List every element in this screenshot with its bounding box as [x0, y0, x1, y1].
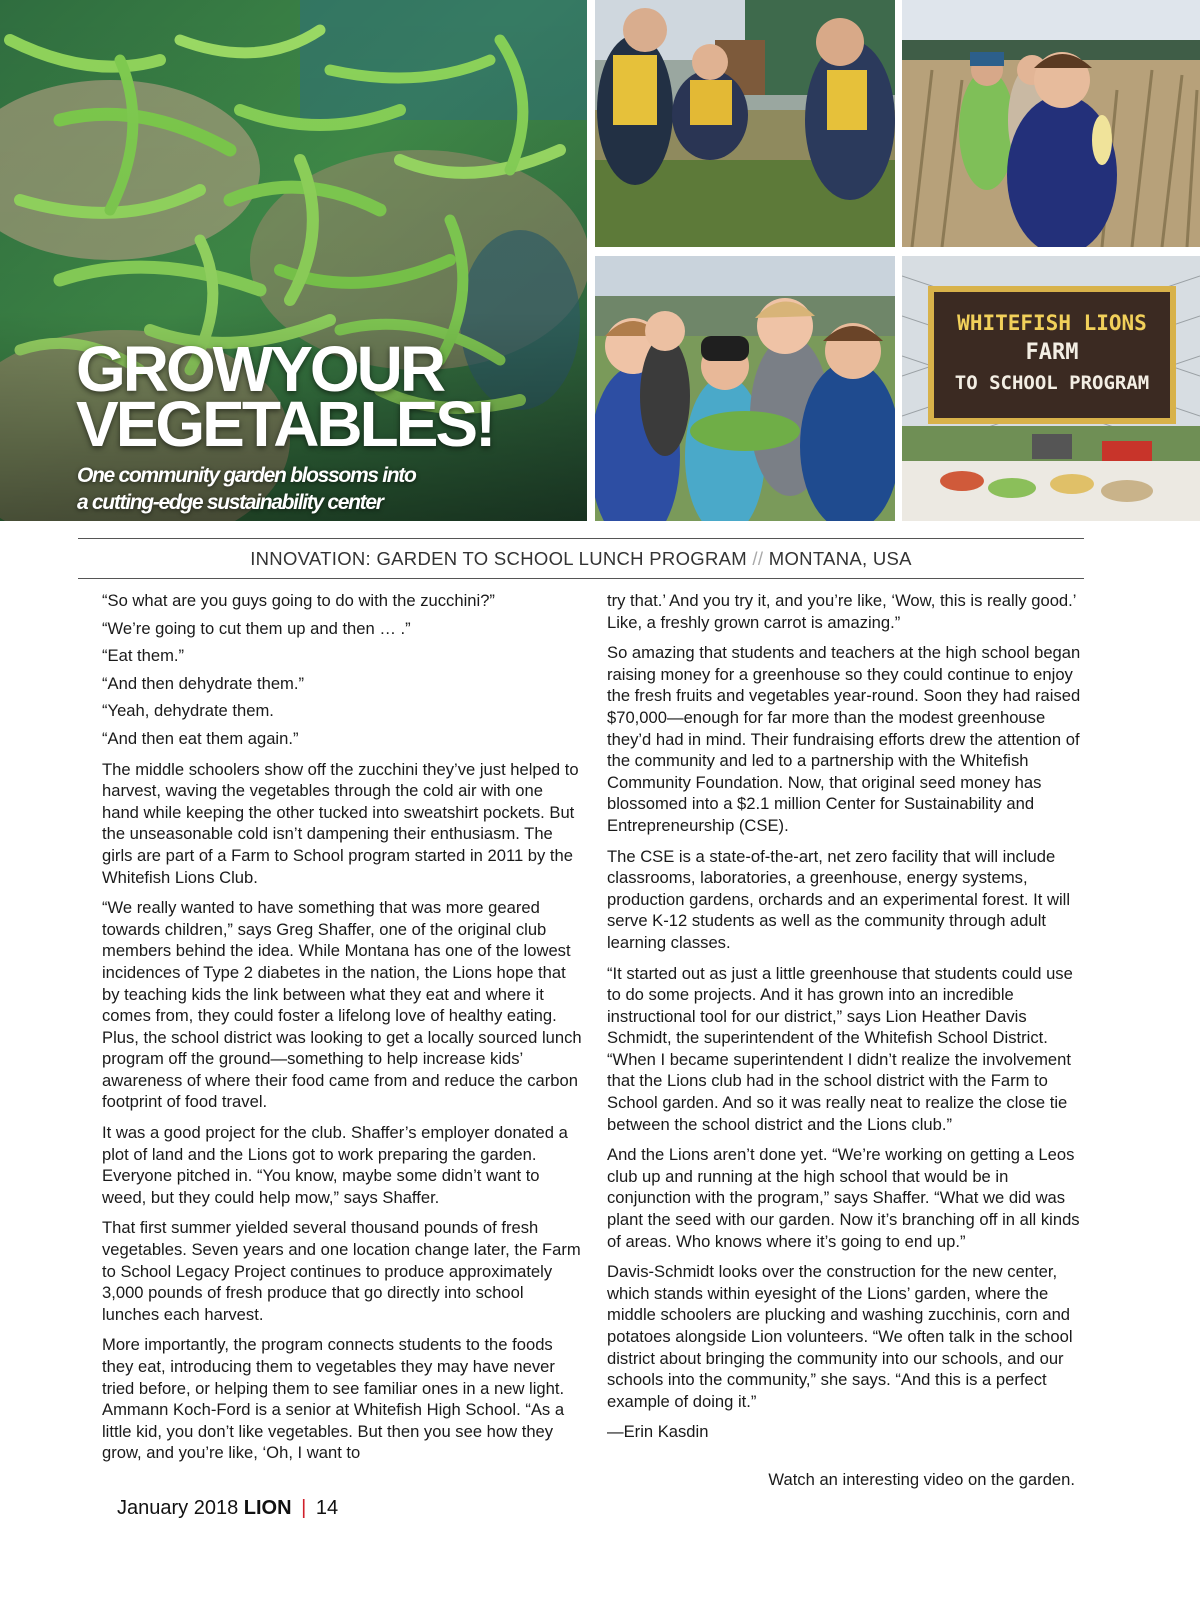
paragraph: “So what are you guys going to do with the zucchini?” — [102, 591, 495, 610]
page-title — [76, 333, 494, 460]
page-footer — [117, 1497, 338, 1520]
photo-whitefish-lions-sign — [902, 256, 1200, 521]
paragraph: The middle schoolers show off the zucchini they’ve just helped to harvest, waving the vegetables through the cold air with one hand while keeping the other tucked into sweatshirt pockets. But the unseasonable cold isn’t dampening their enthusiasm. The girls are part of a Farm to School program started in 2011 by the Whitefish Lions Club. — [102, 759, 579, 887]
footer-page-number: 14 — [315, 1497, 339, 1519]
photo-kids-cornfield — [902, 0, 1200, 247]
footer-magazine: LION — [243, 1497, 292, 1519]
footer-date: January 2018 — [117, 1497, 239, 1519]
footer-divider: | — [301, 1497, 307, 1519]
paragraph: The CSE is a state-of-the-art, net zero facility that will include classrooms, laboratories, a greenhouse, energy systems, production gardens, orchards and an experimental forest. It will serve K-12 students as well as the community through adult learning classes. — [607, 846, 1071, 952]
paragraph: “Eat them.” — [102, 646, 185, 666]
article-column-left — [102, 590, 582, 1473]
subtitle-line-1: One community garden blossoms into — [77, 464, 416, 487]
paragraph: And the Lions aren’t done yet. “We’re working on getting a Leos club up and running at the high school that would be in conjunction with the program,” says Shaffer. “What we did was plant the seed with our garden. Now it’s branching off in all kinds of areas. Who knows where it’s going to end up.” — [607, 1145, 1080, 1251]
section-location: MONTANA, USA — [768, 548, 912, 569]
photo-students-green-beans — [595, 256, 895, 521]
paragraph: “It started out as just a little greenhouse that students could use to do some projects. And it has grown into an incredible instructional tool for our district,” says Lion Heather Davis Schmidt, the superintendent of the Whitefish School District. “When I became superintendent I didn’t realize the involvement that the Lions club had in the school district with the Farm to School garden. And so it was really neat to realize the close tie between the school district and the Lions club.” — [607, 963, 1073, 1134]
photo-lions-volunteers-garden — [595, 0, 895, 247]
paragraph: That first summer yielded several thousand pounds of fresh vegetables. Seven years and one location change later, the Farm to School Legacy Project continues to produce approximately 3,000 pounds of fresh produce that go directly into school lunches each harvest. — [102, 1218, 581, 1324]
subtitle — [77, 462, 416, 516]
paragraph: “And then eat them again.” — [102, 728, 299, 748]
students-image — [595, 256, 895, 521]
sign-line-3: TO SCHOOL PROGRAM — [954, 372, 1150, 394]
sign-line-2: FARM — [1025, 340, 1079, 365]
section-label — [78, 548, 1084, 570]
sign-text — [934, 308, 1170, 398]
paragraph: More importantly, the program connects students to the foods they eat, introducing them to vegetables they may have never tried before, or helping them to see familiar ones in a new light. Ammann Koch-Ford is a senior at Whitefish High School. “As a little kid, you don’t like vegetables. But then you see how they grow, and you’re like, ‘Oh, I want to — [102, 1335, 565, 1463]
title-line-2: VEGETABLES! — [76, 388, 494, 460]
paragraph: “Yeah, dehydrate them. — [102, 701, 274, 721]
section-topic: GARDEN TO SCHOOL LUNCH PROGRAM — [376, 548, 747, 569]
paragraph: “We really wanted to have something that was more geared towards children,” says Greg Shaffer, one of the original club members behind the idea. While Montana has one of the lowest incidences of Type 2 diabetes in the nation, the Lions hope that by teaching kids the link between what they eat and where it comes from, they could foster a lifelong love of healthy eating. Plus, the school district was looking to get a locally sourced lunch program off the ground—something to help increase kids’ awareness of where their food came from and reduce the carbon footprint of food travel. — [102, 898, 582, 1112]
cornfield-image — [902, 0, 1200, 247]
video-link[interactable]: Watch an interesting video on the garden. — [768, 1470, 1075, 1489]
paragraph: Davis-Schmidt looks over the construction for the new center, which stands within eyesight of the Lions’ garden, where the middle schoolers are plucking and washing zucchinis, corn and potatoes alongside Lion volunteers. “We often talk in the school district about bringing the community into our schools, and our schools into the community,” she says. “And this is a perfect example of doing it.” — [607, 1262, 1073, 1411]
paragraph: It was a good project for the club. Shaffer’s employer donated a plot of land and the Lions got to work preparing the garden. Everyone pitched in. “You know, maybe some didn’t want to weed, but they could help mow,” says Shaffer. — [102, 1123, 568, 1207]
author-byline: —Erin Kasdin — [607, 1422, 709, 1442]
volunteers-image — [595, 0, 895, 247]
divider-bottom — [78, 578, 1084, 579]
subtitle-line-2: a cutting-edge sustainability center — [77, 491, 383, 514]
divider-top — [78, 538, 1084, 539]
paragraph: So amazing that students and teachers at the high school began raising money for a greenhouse so they could continue to enjoy the fresh fruits and vegetables year-round. Soon they had raised $70,000—enough for far more than the modest greenhouse they’d had in mind. Their fundraising efforts drew the attention of the community and led to a partnership with the Whitefish Community Foundation. Now, that original seed money has blossomed into a $2.1 million Center for Sustainability and Entrepreneurship (CSE). — [607, 643, 1081, 835]
section-separator: // — [752, 548, 764, 569]
article-column-right — [607, 590, 1087, 1452]
paragraph: try that.’ And you try it, and you’re like, ‘Wow, this is really good.’ Like, a freshly grown carrot is amazing.” — [607, 591, 1076, 632]
title-line-1: GROWYOUR — [76, 333, 444, 405]
paragraph: “And then dehydrate them.” — [102, 673, 305, 693]
sign-line-1: WHITEFISH LIONS — [957, 311, 1147, 335]
section-category: INNOVATION: — [250, 548, 372, 569]
paragraph: “We’re going to cut them up and then … .” — [102, 618, 411, 638]
